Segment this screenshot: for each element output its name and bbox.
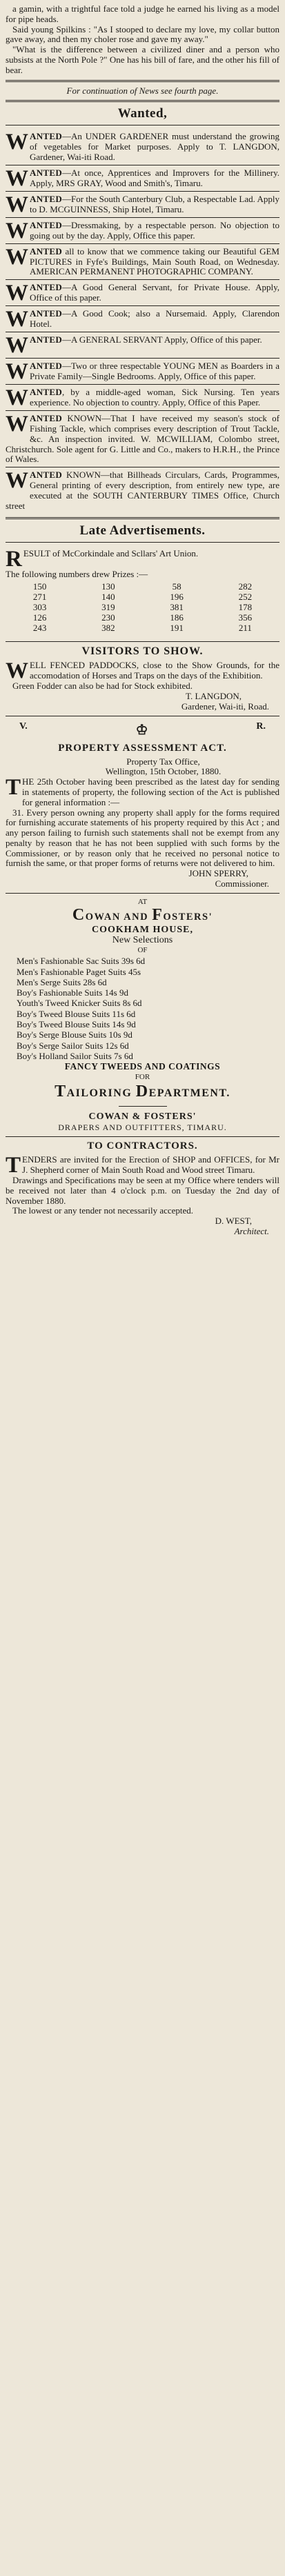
drop-cap: W (6, 218, 28, 243)
ad-text: all to know that we commence taking our Beautiful GEM PICTURES in Fyfe's Buildings, Main South Road, on Wednesday. AMERICAN PERMANENT PHOTOGRAPHIC COMPANY. (30, 245, 279, 277)
ad-lead: ANTED (30, 334, 63, 345)
wanted-ad (6, 467, 279, 513)
for-label: FOR (135, 1073, 150, 1082)
contractors-ad (6, 1140, 279, 1237)
drop-cap: W (6, 165, 28, 191)
clothing-list (6, 956, 279, 1061)
visitors-ad (6, 645, 279, 712)
list-item: Boy's Tweed Blouse Suits 14s 9d (17, 1019, 136, 1030)
wanted-ad (6, 218, 279, 244)
cookham-house: COOKHAM HOUSE, (91, 924, 193, 935)
visitors-heading: VISITORS TO SHOW. (81, 645, 204, 658)
list-item: Boy's Serge Blouse Suits 10s 9d (17, 1029, 132, 1040)
ad-text: KNOWN—that Billheads Circulars, Cards, Programmes, General printing of every description, from entirely new type, are executed at the SOUTH CANTERBURY TIMES Office, Church street (6, 470, 279, 511)
list-item: Boy's Serge Sailor Suits 12s 6d (17, 1040, 129, 1051)
ad-text: —Dressmaking, by a respectable person. No objection to going out by the day. Apply, Office this paper. (30, 219, 279, 241)
contractors-paragraph: The lowest or any tender not necessarily accepted. (12, 1205, 194, 1216)
ad-lead: ANTED (30, 167, 63, 178)
property-ad (6, 720, 279, 889)
late-ads-heading: Late Advertisements. (79, 523, 206, 539)
at-label: AT (137, 897, 148, 906)
cowan-fosters-ad (6, 897, 279, 1133)
ad-text: —At once, Apprentices and Improvers for the Millinery. Apply, MRS GRAY, Wood and Smith's, Timaru. (30, 167, 279, 188)
signature-name: D. WEST, (215, 1216, 252, 1227)
ad-text: —A GENERAL SERVANT Apply, Office of this paper. (62, 334, 262, 345)
ad-lead: ANTED (30, 470, 63, 481)
result-text: ESULT of McCorkindale and Scllars' Art Union. (23, 548, 199, 559)
signature-title: Commissioner. (215, 878, 269, 889)
list-item: Youth's Tweed Knicker Suits 8s 6d (17, 998, 142, 1009)
list-item: Men's Fashionable Sac Suits 39s 6d (17, 956, 146, 967)
ad-lead: ANTED (30, 219, 63, 230)
contractors-paragraph: Drawings and Specifications may be seen at my Office where tenders will be received not later than 4 o'clock p.m. on Tuesday the 2nd day of November 1880. (6, 1175, 279, 1206)
contractors-heading: TO CONTRACTORS. (87, 1140, 198, 1152)
cowan-title: COWAN AND FOSTERS' (72, 905, 213, 924)
visitors-text: ELL FENCED PADDOCKS, close to the Show Grounds, for the accomodation of Horses and Traps on the days of the Exhibition. (30, 660, 279, 681)
wanted-ad (6, 332, 279, 359)
drop-cap: W (6, 412, 28, 437)
ad-lead: ANTED (30, 308, 63, 319)
property-date: Wellington, 15th October, 1880. (105, 766, 222, 777)
news-paragraph: Said young Spilkins : "As I stooped to declare my love, my collar button gave away, and then my choler rose and gave my away." (6, 23, 279, 45)
wanted-ad (6, 165, 279, 192)
divider (6, 893, 279, 894)
cowan-footer: COWAN & FOSTERS' (88, 1111, 197, 1123)
wanted-ads (6, 129, 279, 513)
drop-cap: W (6, 281, 28, 306)
ad-lead: ANTED (30, 361, 63, 372)
signature-name: T. LANGDON, (186, 690, 242, 701)
drop-cap: R (6, 547, 22, 572)
property-heading: PROPERTY ASSESSMENT ACT. (58, 742, 227, 754)
ad-lead: ANTED (30, 282, 63, 293)
signature-title: Gardener, Wai-iti, Road. (181, 701, 269, 712)
drop-cap: W (6, 192, 28, 217)
crest-icon: ♔ (135, 722, 148, 738)
ad-text: —A Good Cook; also a Nursemaid. Apply, Clarendon Hotel. (30, 308, 279, 329)
table-row: 271 140 196 252 (32, 592, 253, 603)
drop-cap: W (6, 333, 28, 359)
property-office: Property Tax Office, (126, 756, 200, 767)
list-item: Boy's Fashionable Suits 14s 9d (17, 987, 128, 998)
news-tail (6, 4, 279, 76)
news-paragraph: a gamin, with a trightful face told a judge he earned his living as a model for pipe heads. (6, 3, 279, 24)
drop-cap: W (6, 307, 28, 332)
prize-numbers-table (6, 581, 279, 633)
ad-lead: ANTED (30, 131, 63, 142)
divider (119, 1106, 167, 1107)
ad-text: , by a middle-aged woman, Sick Nursing. Ten years experience. No objection to country. Apply, Office of this Paper. (30, 387, 279, 407)
property-section: 31. Every person owning any property shall apply for the forms required for furnishing accurate statements of his property required by this Act ; and any person failing to furnish such statements shall not be exempt from any penalty by reason that he has not been supplied with such forms by the Commissioner, or by reason only that he received no personal notice to furnish the same, or that proper forms of returns were not delivered to him. (6, 807, 279, 869)
drop-cap: W (6, 130, 28, 155)
ad-text: —For the South Canterbury Club, a Respectable Lad. Apply to D. MCGUINNESS, Ship Hotel, Timaru. (30, 193, 279, 214)
royal-crest-line (6, 720, 279, 740)
drop-cap: W (6, 359, 28, 385)
divider (6, 100, 279, 102)
signature-name: JOHN SPERRY, (188, 868, 248, 879)
wanted-ad (6, 359, 279, 385)
drop-cap: W (6, 244, 28, 270)
of-label: OF (137, 946, 148, 955)
ad-text: KNOWN—That I have received my season's stock of Fishing Tackle, which comprises every description of Trout Tackle, &c. An inspection invited. W. MCWILLIAM, Colombo street, Christchurch. Sole agent for G. Little and Co., makers to H.R.H., the Prince of Wales. (6, 413, 279, 465)
crest-left: V. (19, 721, 28, 732)
signature-title: Architect. (234, 1226, 269, 1237)
art-union-result (6, 546, 279, 638)
drop-cap: W (6, 468, 28, 494)
wanted-heading: Wanted, (117, 106, 168, 121)
wanted-ad (6, 411, 279, 467)
contractors-text: ENDERS are invited for the Erection of SHOP and OFFICES, for Mr J. Shepherd corner of Main South Road and Wood street Timaru. (22, 1154, 279, 1175)
news-paragraph: "What is the difference between a civilized diner and a person who subsists at the North Pole ?" One has his bill of fare, and the other his fill of bear. (6, 44, 279, 75)
divider (6, 1136, 279, 1137)
ad-lead: ANTED (30, 387, 63, 398)
wanted-ad (6, 280, 279, 306)
continuation-note: For continuation of News see fourth page. (66, 85, 219, 96)
table-row: 303 319 381 178 (32, 602, 253, 613)
list-item: Men's Fashionable Paget Suits 45s (17, 966, 141, 977)
drapers-outfitters: DRAPERS AND OUTFITTERS, TIMARU. (58, 1123, 227, 1133)
table-row: 150 130 58 282 (32, 581, 253, 592)
tailoring-department: TAILORING DEPARTMENT. (55, 1083, 230, 1101)
wanted-ad (6, 192, 279, 218)
list-item: Men's Serge Suits 28s 6d (17, 976, 107, 987)
table-row: 243 382 191 211 (32, 623, 252, 634)
wanted-ad (6, 244, 279, 280)
visitors-paragraph: Green Fodder can also be had for Stock exhibited. (12, 681, 193, 692)
list-item: Boy's Tweed Blouse Suits 11s 6d (17, 1008, 136, 1019)
drop-cap: W (6, 658, 28, 684)
ad-lead: ANTED (30, 193, 63, 204)
drop-cap: W (6, 385, 28, 411)
drop-cap: T (6, 1153, 21, 1178)
wanted-ad (6, 385, 279, 411)
divider (6, 517, 279, 519)
divider (6, 542, 279, 543)
ad-text: —A Good General Servant, for Private House. Apply, Office of this paper. (30, 282, 279, 303)
property-text: HE 25th October having been prescribed as the latest day for sending in statements of property, the following section of the Act is published for general information :— (22, 776, 279, 807)
new-selections: New Selections (112, 934, 173, 945)
divider (6, 641, 279, 642)
crest-right: R. (256, 721, 266, 732)
drop-cap: T (6, 775, 21, 801)
ad-text: —Two or three respectable YOUNG MEN as Boarders in a Private Family—Single Bedrooms. Apply, Office of this paper. (30, 361, 279, 381)
wanted-ad (6, 306, 279, 332)
fancy-tweeds: FANCY TWEEDS AND COATINGS (64, 1061, 221, 1072)
table-row: 126 230 186 356 (32, 612, 253, 623)
ad-lead: ANTED (30, 413, 63, 424)
ad-lead: ANTED (30, 245, 63, 256)
ad-text: —An UNDER GARDENER must understand the growing of vegetables for Market purposes. Apply to T. LANGDON, Gardener, Wai-iti Road. (30, 131, 279, 162)
wanted-ad (6, 129, 279, 165)
list-item: Boy's Holland Sailor Suits 7s 6d (17, 1050, 133, 1061)
result-intro: The following numbers drew Prizes :— (6, 569, 148, 580)
divider (6, 80, 279, 82)
